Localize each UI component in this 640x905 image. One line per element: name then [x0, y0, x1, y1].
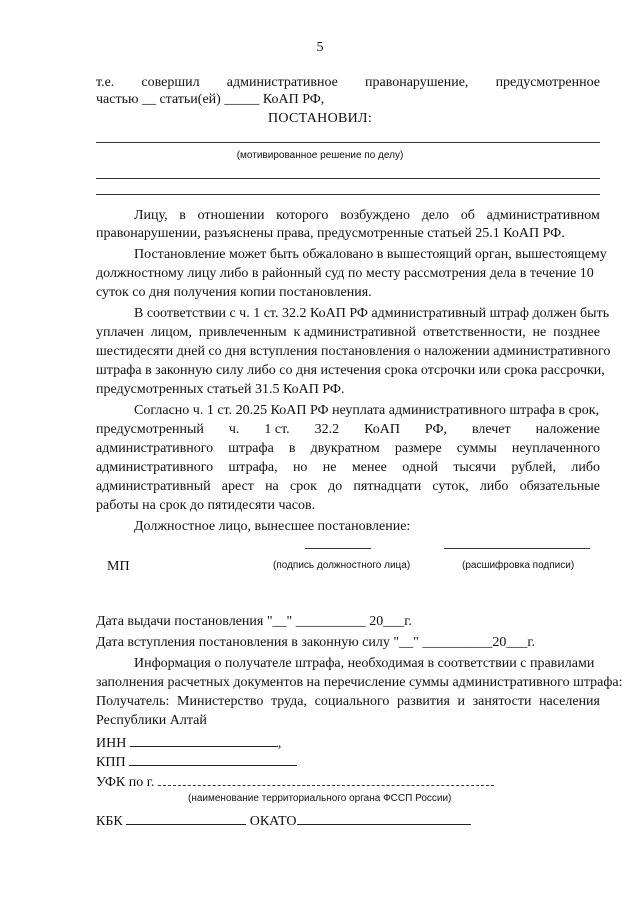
word: тысячи: [453, 460, 497, 475]
word: отношении: [197, 208, 265, 223]
blank-article: _____: [224, 92, 260, 107]
word: труда,: [270, 694, 308, 709]
text: 20: [369, 614, 384, 629]
word: административное: [226, 75, 338, 90]
rights-line-1: [134, 206, 600, 225]
appeal-line-3: суток со дня получения копии постановления.: [96, 285, 372, 300]
word: административный: [96, 479, 211, 494]
decision-line-3: [96, 194, 600, 195]
word: населения: [539, 694, 600, 709]
word: Министерство: [177, 694, 264, 709]
word: которого: [276, 208, 329, 223]
stamp-label: МП: [107, 559, 130, 574]
blank-month: __________: [295, 614, 366, 629]
word: до: [328, 479, 343, 494]
kpp-field: [96, 752, 297, 772]
okato-blank: [297, 811, 471, 825]
payment-line-3: шестидесяти дней со дня вступления постановления о наложении административного: [96, 344, 611, 359]
text: 20: [492, 635, 507, 650]
word: не: [532, 325, 547, 340]
word: 1 ст.: [264, 422, 290, 437]
word: совершил: [141, 75, 200, 90]
word: предусмотренный: [96, 422, 204, 437]
word: 32.2: [314, 422, 340, 437]
word: штрафа: [228, 441, 274, 456]
decision-line-2: [96, 178, 600, 179]
nonpayment-line-2: [96, 420, 600, 439]
word: наложение: [535, 422, 600, 437]
rights-line-2: правонарушении, разъяснены права, предусмотренные статьей 25.1 КоАП РФ.: [96, 226, 565, 241]
word: арест: [221, 479, 254, 494]
word: пятнадцати: [353, 479, 422, 494]
payment-line-1: В соответствии с ч. 1 ст. 32.2 КоАП РФ административный штраф должен быть: [134, 306, 610, 321]
word: в: [179, 208, 186, 223]
text: Дата выдачи постановления ": [96, 614, 273, 629]
nonpayment-line-3: [96, 439, 600, 458]
text: ": [286, 614, 293, 629]
kbk-blank: [126, 811, 246, 825]
decoding-caption: (расшифровка подписи): [462, 560, 575, 571]
word: об: [460, 208, 475, 223]
kbk-label: КБК: [96, 814, 123, 829]
official-label: Должностное лицо, вынесшее постановление:: [134, 519, 411, 534]
nonpayment-line-1: Согласно ч. 1 ст. 20.25 КоАП РФ неуплата административного штрафа в срок,: [134, 403, 600, 418]
recipient-info-line-4: Республики Алтай: [96, 713, 207, 728]
signature-line: [305, 548, 371, 549]
word: КоАП: [364, 422, 400, 437]
word: ответственности,: [422, 325, 526, 340]
word: менее: [351, 460, 387, 475]
word: суммы: [456, 441, 497, 456]
word: размере: [394, 441, 442, 456]
blank-day: __: [272, 614, 287, 629]
word: и: [457, 694, 466, 709]
word: предусмотренное: [495, 75, 600, 90]
word: РФ,: [424, 422, 447, 437]
blank-day: __: [399, 635, 414, 650]
text: частью: [96, 92, 139, 107]
word: занятости: [472, 694, 532, 709]
word: одной: [402, 460, 438, 475]
word: рублей,: [511, 460, 556, 475]
issue-date-line: [96, 612, 412, 631]
ufk-label: УФК по г.: [96, 775, 155, 790]
word: административном: [486, 208, 600, 223]
recipient-info-line-3: [96, 692, 600, 711]
word: административного: [96, 441, 214, 456]
word: административного: [96, 460, 214, 475]
word: суток,: [432, 479, 469, 494]
word: либо: [479, 479, 509, 494]
blank-part: __: [141, 92, 156, 107]
word: правонарушение,: [365, 75, 469, 90]
word: но: [292, 460, 308, 475]
appeal-line-2: должностному лицу либо в районный суд по месту рассмотрения дела в течение 10: [96, 266, 594, 281]
word: возбуждено: [340, 208, 411, 223]
word: срок: [289, 479, 317, 494]
payment-line-5: предусмотренных статьей 31.5 КоАП РФ.: [96, 382, 345, 397]
word: не: [322, 460, 337, 475]
inn-field: [96, 733, 281, 753]
word: к административной: [293, 325, 417, 340]
text: г.: [404, 614, 412, 629]
text: ,: [277, 736, 282, 751]
word: Лицу,: [134, 208, 168, 223]
page-number: 5: [316, 40, 324, 55]
fssp-caption: (наименование территориального органа ФССП России): [188, 793, 452, 804]
kbk-okato-field: [96, 811, 471, 831]
word: на: [265, 479, 279, 494]
text: статьи(ей): [159, 92, 221, 107]
kpp-blank: [129, 752, 297, 766]
word: в: [288, 441, 296, 456]
text: г.: [527, 635, 535, 650]
word: ч.: [228, 422, 240, 437]
text: КоАП РФ,: [262, 92, 325, 107]
word: неуплаченного: [511, 441, 600, 456]
recipient-info-line-1: Информация о получателе штрафа, необходимая в соответствии с правилами: [134, 656, 595, 671]
word: дело: [421, 208, 450, 223]
ufk-blank: [158, 772, 494, 786]
blank-year: ___: [383, 614, 405, 629]
blank-year: ___: [506, 635, 528, 650]
ufk-field: [96, 772, 494, 792]
word: лицом,: [150, 325, 192, 340]
word: Получатель:: [96, 694, 170, 709]
word: обязательные: [519, 479, 600, 494]
decoding-line: [444, 548, 590, 549]
word: уплачен: [96, 325, 144, 340]
text: Дата вступления постановления в законную силу ": [96, 635, 400, 650]
word: т.е.: [96, 75, 115, 90]
intro-line-2: [96, 90, 324, 109]
word: развития: [397, 694, 450, 709]
word: привлеченным: [198, 325, 287, 340]
effect-date-line: [96, 633, 535, 652]
payment-line-4: штрафа в законную силу либо со дня истечения срока отсрочки или срока рассрочки,: [96, 363, 605, 378]
nonpayment-line-5: [96, 477, 600, 496]
recipient-info-line-2: заполнения расчетных документов на перечисление суммы административного штрафа:: [96, 675, 623, 690]
word: либо: [571, 460, 600, 475]
nonpayment-line-6: работы на срок до пятидесяти часов.: [96, 498, 316, 513]
payment-line-2: [96, 323, 600, 342]
word: социального: [314, 694, 390, 709]
blank-month: __________: [422, 635, 493, 650]
decision-heading: ПОСТАНОВИЛ:: [267, 111, 373, 126]
nonpayment-line-4: [96, 458, 600, 477]
decision-line-1: [96, 142, 600, 143]
motivated-decision-caption: (мотивированное решение по делу): [236, 150, 404, 161]
kpp-label: КПП: [96, 755, 126, 770]
inn-label: ИНН: [96, 736, 127, 751]
word: влечет: [471, 422, 511, 437]
word: штрафа,: [228, 460, 278, 475]
word: позднее: [553, 325, 600, 340]
inn-blank: [130, 733, 278, 747]
word: двукратном: [310, 441, 380, 456]
okato-label: ОКАТО: [249, 814, 297, 829]
appeal-line-1: Постановление может быть обжаловано в вышестоящий орган, вышестоящему: [134, 247, 607, 262]
text: ": [413, 635, 419, 650]
signature-caption: (подпись должностного лица): [273, 560, 411, 571]
